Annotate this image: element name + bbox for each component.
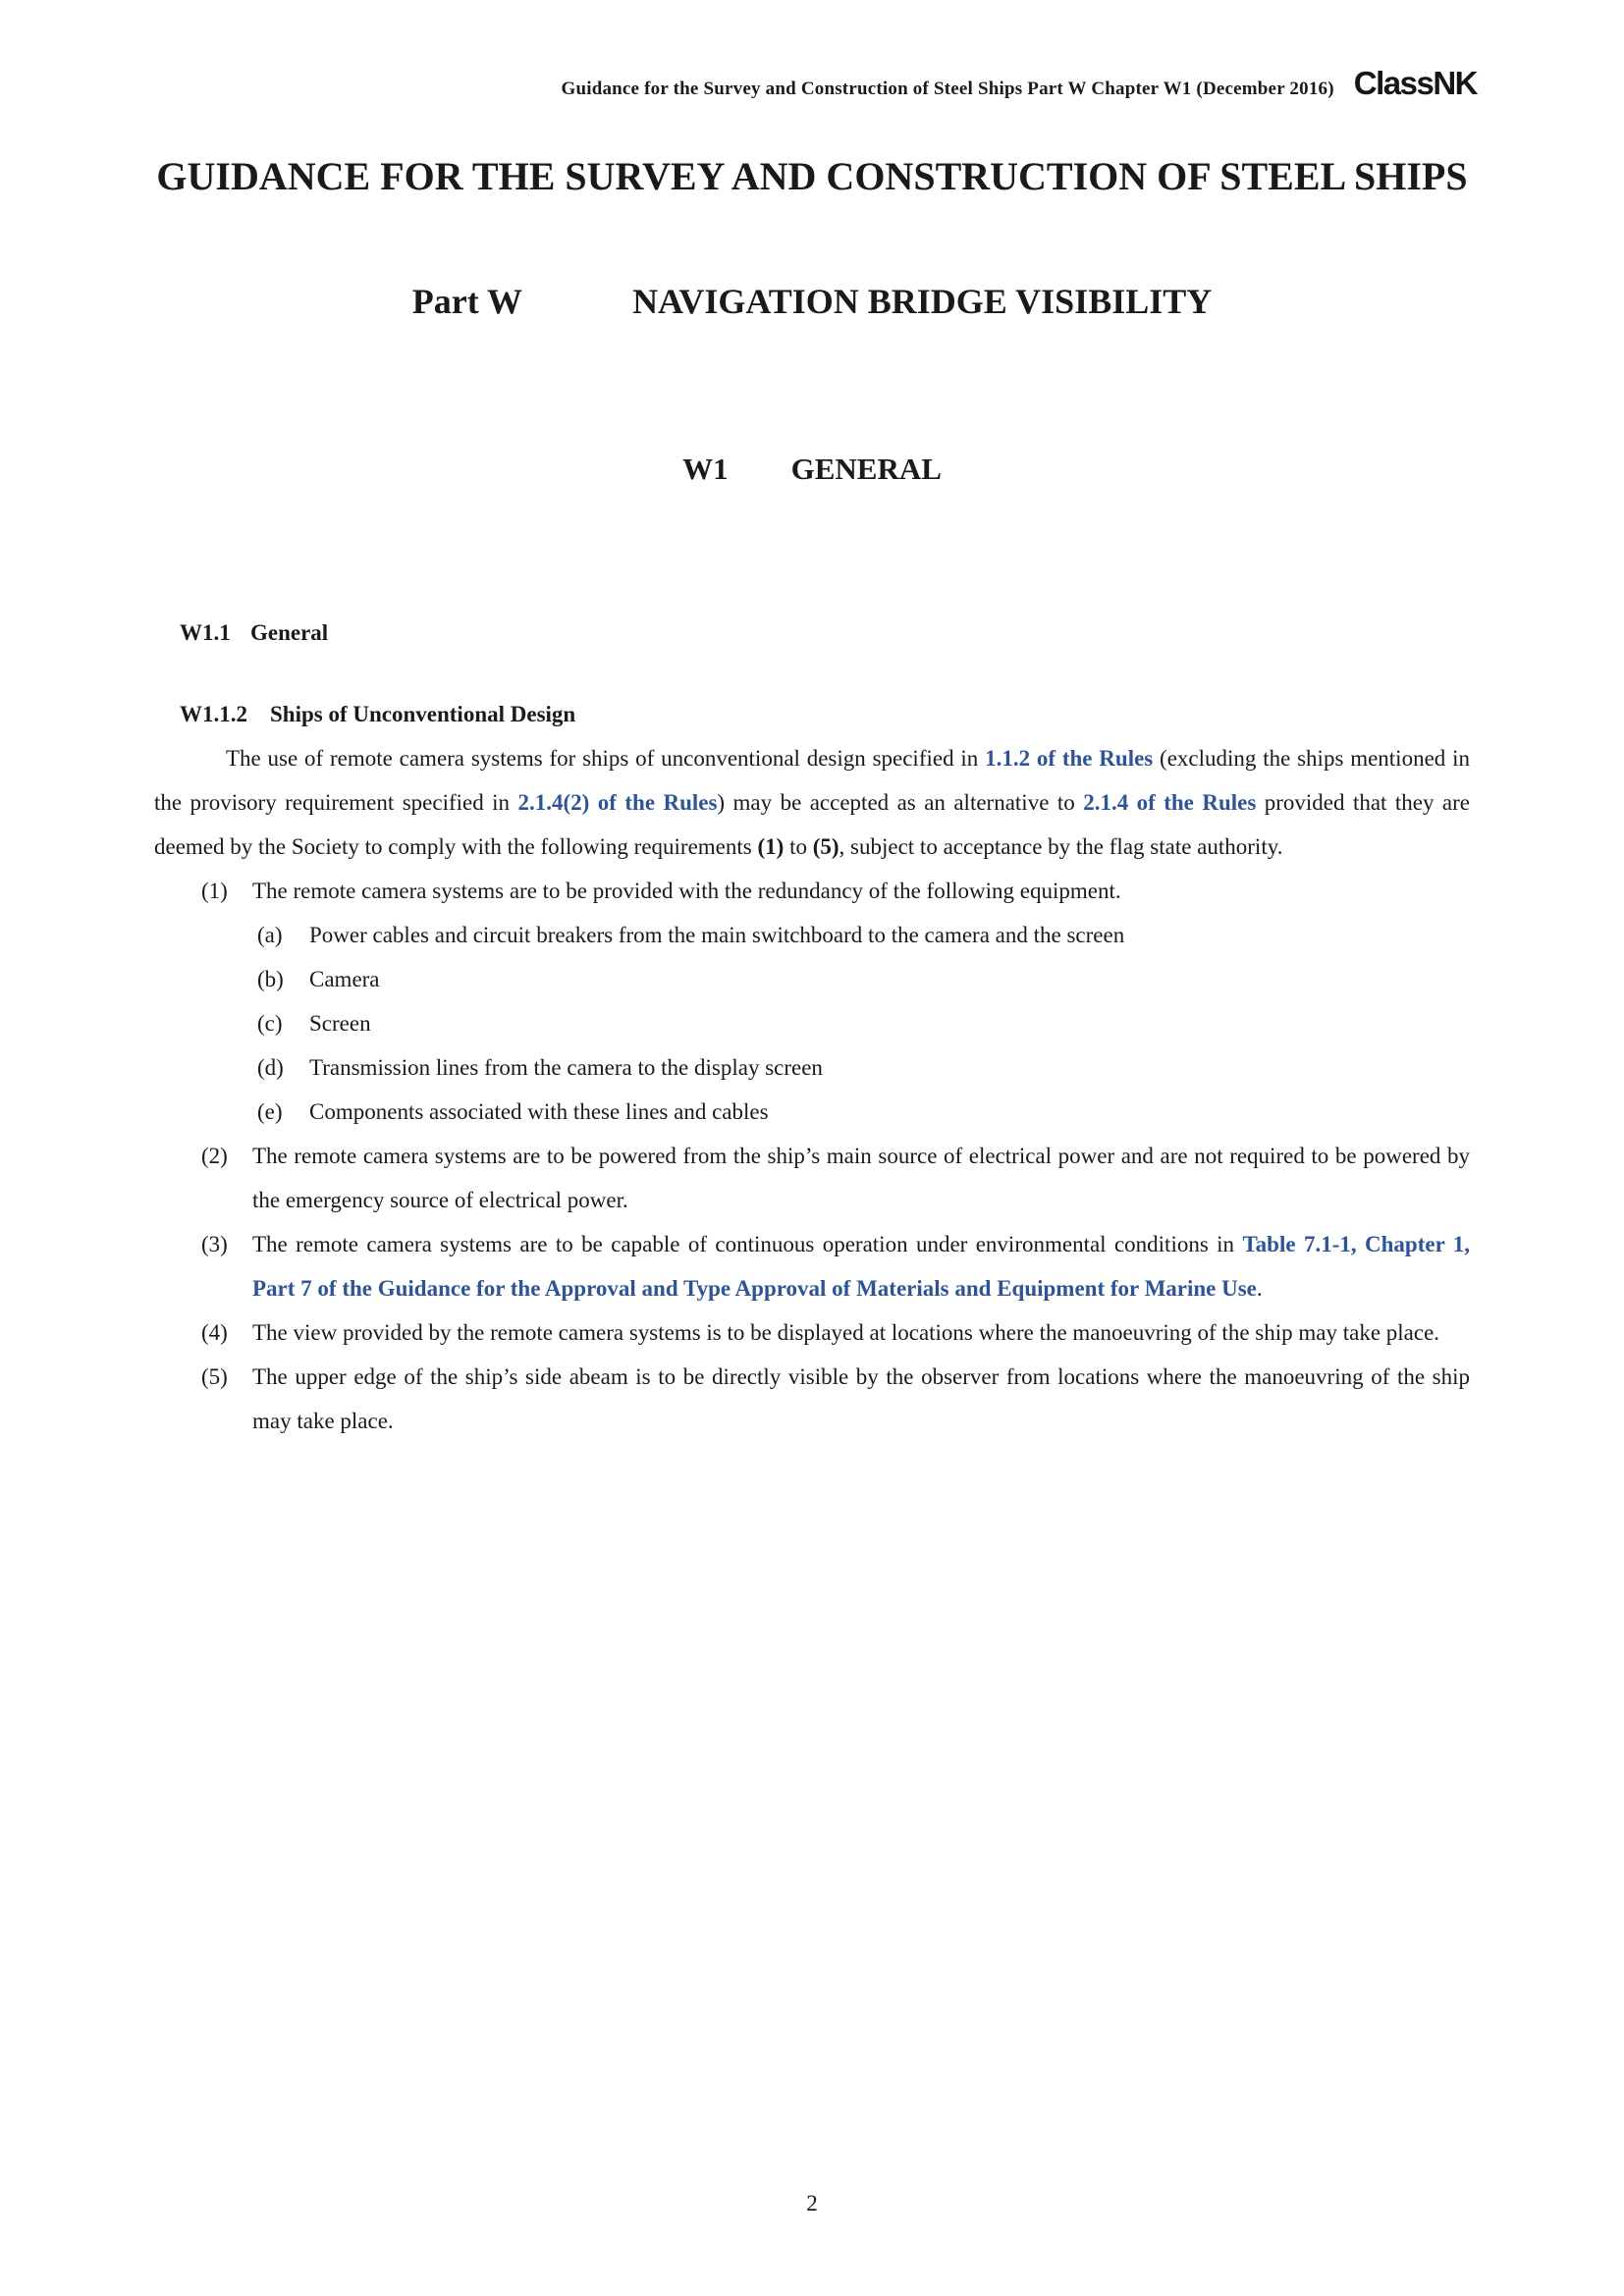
- list-item: [154, 1134, 1470, 1222]
- sub-item-text: [309, 1001, 1470, 1045]
- sub-item-text: [309, 1090, 1470, 1134]
- sub-item-marker: (e): [257, 1099, 283, 1124]
- sub-list: [154, 913, 1470, 1134]
- document-title: GUIDANCE FOR THE SURVEY AND CONSTRUCTION OF STEEL SHIPS: [156, 154, 1468, 198]
- page-number: 2: [806, 2191, 818, 2216]
- item-marker: (5): [201, 1364, 228, 1389]
- sub-list-item: [154, 957, 1470, 1001]
- text-segment: Transmission lines from the camera to the display screen: [309, 1055, 823, 1080]
- text-segment: provided that they are deemed by the Society to comply with the following requirements: [154, 790, 1470, 859]
- sub-list-item: [154, 913, 1470, 957]
- bold-text: (1): [757, 834, 785, 859]
- chapter-title: GENERAL: [790, 452, 942, 486]
- text-segment: Camera: [309, 967, 380, 991]
- item-text: [252, 1355, 1470, 1443]
- section-number: W1.1: [180, 620, 231, 645]
- text-segment: The use of remote camera systems for ships of unconventional design specified in: [226, 746, 986, 771]
- item-text: [252, 1134, 1470, 1222]
- ref-2-1-4-of-the-rules[interactable]: 2.1.4 of the Rules: [1083, 790, 1257, 815]
- sub-item-marker: (a): [257, 923, 283, 947]
- item-marker: (3): [201, 1232, 228, 1256]
- ref-2-1-4-2-of-the-rules[interactable]: 2.1.4(2) of the Rules: [517, 790, 718, 815]
- sub-item-marker: (c): [257, 1011, 283, 1036]
- item-text: [252, 869, 1470, 913]
- text-segment: Components associated with these lines and cables: [309, 1099, 769, 1124]
- list-item: [154, 1222, 1470, 1310]
- chapter-heading: [0, 452, 1624, 487]
- bold-text: (5): [812, 834, 839, 859]
- text-segment: Screen: [309, 1011, 371, 1036]
- text-segment: The remote camera systems are to be powered from the ship’s main source of electrical power and are not required to be powered by the emergency source of electrical power.: [252, 1144, 1470, 1212]
- part-title: NAVIGATION BRIDGE VISIBILITY: [632, 282, 1213, 321]
- sub-list-item: [154, 1090, 1470, 1134]
- subsection-title: Ships of Unconventional Design: [270, 702, 576, 726]
- text-segment: The upper edge of the ship’s side abeam is to be directly visible by the observer from locations where the manoeuvring of the ship may take place.: [252, 1364, 1470, 1433]
- text-segment: The remote camera systems are to be capable of continuous operation under environmental conditions in: [252, 1232, 1243, 1256]
- part-heading: [0, 281, 1624, 322]
- sub-item-text: [309, 1045, 1470, 1090]
- sub-item-marker: (d): [257, 1055, 284, 1080]
- list-item: [154, 869, 1470, 913]
- text-segment: The view provided by the remote camera systems is to be displayed at locations where the manoeuvring of the ship may take place.: [252, 1320, 1440, 1345]
- sub-item-text: [309, 957, 1470, 1001]
- item-marker: (1): [201, 879, 228, 903]
- list-item: [154, 1355, 1470, 1443]
- list-item-1-block: [154, 869, 1470, 1134]
- ref-1-1-2-of-the-rules[interactable]: 1.1.2 of the Rules: [985, 746, 1154, 771]
- item-text: [252, 1310, 1470, 1355]
- text-segment: , subject to acceptance by the flag state authority.: [839, 834, 1283, 859]
- text-segment: The remote camera systems are to be provided with the redundancy of the following equipment.: [252, 879, 1121, 903]
- sub-list-item: [154, 1001, 1470, 1045]
- item-text: [252, 1222, 1470, 1310]
- sub-list-item: [154, 1045, 1470, 1090]
- text-segment: Power cables and circuit breakers from the main switchboard to the camera and the screen: [309, 923, 1125, 947]
- section-heading-w1-1-2: [154, 692, 1470, 736]
- classnk-logo: ClassNK: [1353, 65, 1477, 101]
- sub-item-text: [309, 913, 1470, 957]
- sub-item-marker: (b): [257, 967, 284, 991]
- requirements-list: [154, 869, 1470, 1443]
- section-title: General: [250, 620, 329, 645]
- page-content: [154, 611, 1470, 1443]
- subsection-number: W1.1.2: [180, 702, 247, 726]
- item-marker: (4): [201, 1320, 228, 1345]
- list-item: [154, 1310, 1470, 1355]
- running-header-title: Guidance for the Survey and Construction of Steel Ships Part W Chapter W1 (December 2016): [561, 79, 1334, 99]
- running-header: [561, 65, 1477, 102]
- intro-paragraph: [154, 736, 1470, 869]
- section-heading-w1-1: [154, 611, 1470, 655]
- text-segment: .: [1256, 1276, 1263, 1301]
- ref-table-7-1-1-chapter-1-part-7[interactable]: Table 7.1-1, Chapter 1, Part 7 of the Guidance for the Approval and Type Approval of Materials and Equipment for Marine Use: [252, 1232, 1470, 1301]
- item-marker: (2): [201, 1144, 228, 1168]
- text-segment: (excluding the ships mentioned in the provisory requirement specified in: [154, 746, 1470, 815]
- part-label: Part W: [411, 282, 523, 321]
- text-segment: ) may be accepted as an alternative to: [717, 790, 1084, 815]
- text-segment: to: [784, 834, 813, 859]
- chapter-number: W1: [682, 452, 729, 486]
